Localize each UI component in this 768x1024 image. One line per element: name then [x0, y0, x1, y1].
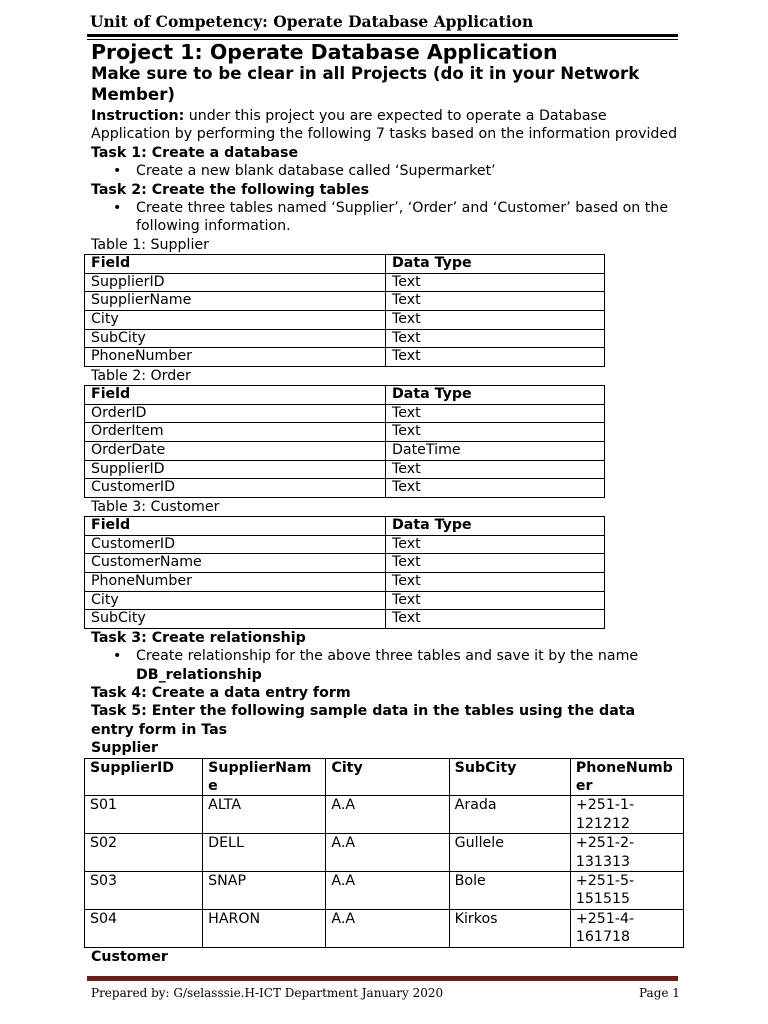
task2-title: Task 2: Create the following tables — [91, 181, 370, 198]
table-row — [85, 348, 605, 367]
instruction-label: Instruction: — [91, 108, 185, 124]
table-cell: +251-2-131313 — [570, 834, 683, 872]
document-header: Unit of Competency: Operate Database Application — [90, 12, 534, 31]
supplier-data-label: Supplier — [91, 740, 158, 757]
task3-title: Task 3: Create relationship — [91, 629, 306, 646]
table-cell: ALTA — [203, 796, 326, 834]
table-cell: A.A — [326, 834, 449, 872]
project-title: Project 1: Operate Database Application — [91, 40, 558, 64]
table-header-cell: Field — [85, 255, 386, 274]
order-fields-table — [84, 385, 605, 498]
table-row — [85, 273, 605, 292]
supplier-data-table — [84, 758, 684, 948]
table-header-cell: City — [326, 758, 449, 796]
table-cell: Text — [386, 329, 605, 348]
table-header-cell: Field — [85, 386, 386, 405]
table-row — [85, 591, 605, 610]
table-cell: CustomerID — [85, 479, 386, 498]
table-cell: SupplierID — [85, 273, 386, 292]
bullet-icon: • — [113, 200, 122, 217]
table-cell: HARON — [203, 909, 326, 947]
table-row — [85, 292, 605, 311]
table-cell: S04 — [85, 909, 203, 947]
table-row — [85, 442, 605, 461]
table-header-row — [85, 255, 605, 274]
supplier-fields-table — [84, 254, 605, 367]
table-cell: Text — [386, 535, 605, 554]
table-cell: S03 — [85, 872, 203, 910]
table-cell: Text — [386, 273, 605, 292]
table-row — [85, 479, 605, 498]
table-row — [85, 796, 684, 834]
table-row — [85, 909, 684, 947]
table-header-cell: SupplierID — [85, 758, 203, 796]
table-cell: S01 — [85, 796, 203, 834]
table-header-cell: PhoneNumber — [570, 758, 683, 796]
table-cell: Text — [386, 460, 605, 479]
bullet-icon: • — [113, 163, 122, 180]
table3-caption: Table 3: Customer — [91, 498, 220, 515]
table-header-row — [85, 386, 605, 405]
task3-bullet-text: Create relationship for the above three tables and save it by the name — [136, 648, 639, 665]
instruction-paragraph — [91, 107, 681, 144]
task1-bullet — [91, 162, 681, 180]
table-cell: DateTime — [386, 442, 605, 461]
footer-prepared-by: Prepared by: G/selasssie.H-ICT Department January 2020 — [91, 986, 444, 1000]
customer-data-label: Customer — [91, 948, 168, 965]
table-cell: Gullele — [449, 834, 570, 872]
table1-caption: Table 1: Supplier — [91, 236, 209, 253]
table-cell: Text — [386, 292, 605, 311]
table-cell: +251-4-161718 — [570, 909, 683, 947]
instruction-text: under this project you are expected to operate a Database Application by performing the following 7 tasks based on the information provided — [91, 108, 678, 143]
table-row — [85, 834, 684, 872]
table-header-cell: SubCity — [449, 758, 570, 796]
task3-bullet — [91, 647, 681, 684]
table-cell: SubCity — [85, 329, 386, 348]
table-cell: OrderDate — [85, 442, 386, 461]
table-cell: OrderItem — [85, 423, 386, 442]
table-header-cell: Data Type — [386, 517, 605, 536]
table-cell: SubCity — [85, 610, 386, 629]
table-row — [85, 460, 605, 479]
customer-fields-table — [84, 516, 605, 629]
table-cell: CustomerName — [85, 554, 386, 573]
table-cell: Text — [386, 591, 605, 610]
table-header-row — [85, 758, 684, 796]
table2-caption: Table 2: Order — [91, 367, 191, 384]
table-cell: A.A — [326, 796, 449, 834]
table-cell: Arada — [449, 796, 570, 834]
bullet-icon: • — [113, 648, 122, 665]
table-cell: DELL — [203, 834, 326, 872]
task3-list — [91, 647, 681, 684]
project-subtitle: Make sure to be clear in all Projects (do it in your Network Member) — [91, 64, 640, 104]
table-row — [85, 404, 605, 423]
task2-bullet-text: Create three tables named ‘Supplier’, ‘Order’ and ‘Customer’ based on the following information. — [136, 200, 669, 235]
document-body — [91, 40, 681, 966]
table-row — [85, 554, 605, 573]
table-cell: A.A — [326, 909, 449, 947]
table-cell: S02 — [85, 834, 203, 872]
table-cell: +251-5-151515 — [570, 872, 683, 910]
table-header-row — [85, 517, 605, 536]
table-cell: SupplierID — [85, 460, 386, 479]
table-cell: CustomerID — [85, 535, 386, 554]
table-cell: OrderID — [85, 404, 386, 423]
table-cell: Text — [386, 348, 605, 367]
table-cell: PhoneNumber — [85, 348, 386, 367]
table-row — [85, 311, 605, 330]
table-cell: Text — [386, 423, 605, 442]
table-cell: Text — [386, 404, 605, 423]
table-cell: SupplierName — [85, 292, 386, 311]
table-cell: Text — [386, 311, 605, 330]
table-row — [85, 423, 605, 442]
table-cell: Bole — [449, 872, 570, 910]
footer-page-number: Page 1 — [639, 986, 680, 1000]
table-header-cell: SupplierName — [203, 758, 326, 796]
task2-bullet — [91, 199, 681, 236]
task1-title: Task 1: Create a database — [91, 144, 299, 161]
table-cell: Text — [386, 479, 605, 498]
task1-bullet-text: Create a new blank database called ‘Supermarket’ — [136, 163, 496, 180]
table-cell: Kirkos — [449, 909, 570, 947]
task4-title: Task 4: Create a data entry form — [91, 684, 351, 701]
table-cell: Text — [386, 554, 605, 573]
table-header-cell: Data Type — [386, 255, 605, 274]
table-row — [85, 872, 684, 910]
table-cell: +251-1-121212 — [570, 796, 683, 834]
task1-list — [91, 162, 681, 180]
task2-list — [91, 199, 681, 236]
table-cell: Text — [386, 572, 605, 591]
table-row — [85, 535, 605, 554]
table-cell: City — [85, 311, 386, 330]
table-row — [85, 572, 605, 591]
table-header-cell: Field — [85, 517, 386, 536]
table-cell: SNAP — [203, 872, 326, 910]
table-header-cell: Data Type — [386, 386, 605, 405]
table-cell: City — [85, 591, 386, 610]
table-row — [85, 329, 605, 348]
table-cell: PhoneNumber — [85, 572, 386, 591]
task3-bullet-bold: DB_relationship — [136, 666, 262, 683]
table-row — [85, 610, 605, 629]
table-cell: A.A — [326, 872, 449, 910]
footer-rule — [87, 976, 678, 981]
table-cell: Text — [386, 610, 605, 629]
task5-title: Task 5: Enter the following sample data in the tables using the data entry form in Tas — [91, 703, 636, 738]
header-rule-thick — [87, 34, 678, 37]
